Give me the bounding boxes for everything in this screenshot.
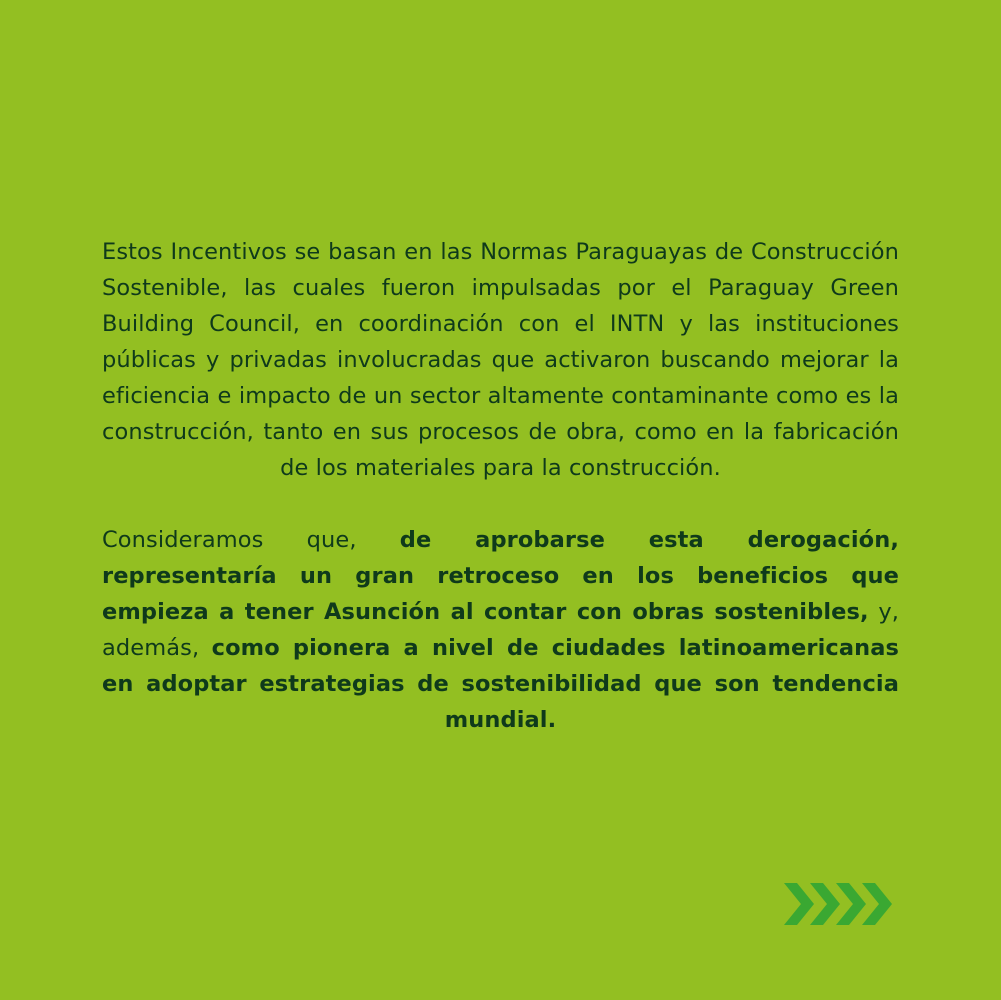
consideration-intro: Consideramos que,	[102, 527, 400, 553]
consideration-emphasis-retroceso: de aprobarse esta derogación, representaría un gran retroceso en los beneficios que empieza a tener Asunción al contar con obras sostenibles,	[102, 527, 899, 625]
consideration-emphasis-pionera: como pionera a nivel de ciudades latinoamericanas en adoptar estrategias de sostenibilidad que son tendencia mundial.	[102, 635, 899, 733]
chevrons-right-icon	[784, 883, 892, 925]
paragraph-consideration	[102, 522, 899, 738]
paragraph-incentives: Estos Incentivos se basan en las Normas Paraguayas de Construcción Sostenible, las cuales fueron impulsadas por el Paraguay Green Building Council, en coordinación con el INTN y las instituciones públicas y privadas involucradas que activaron buscando mejorar la eficiencia e impacto de un sector altamente contaminante como es la construcción, tanto en sus procesos de obra, como en la fabricación de los materiales para la construcción.	[102, 239, 899, 481]
consideration-connector: y, además,	[102, 599, 899, 661]
body-text	[102, 234, 899, 738]
